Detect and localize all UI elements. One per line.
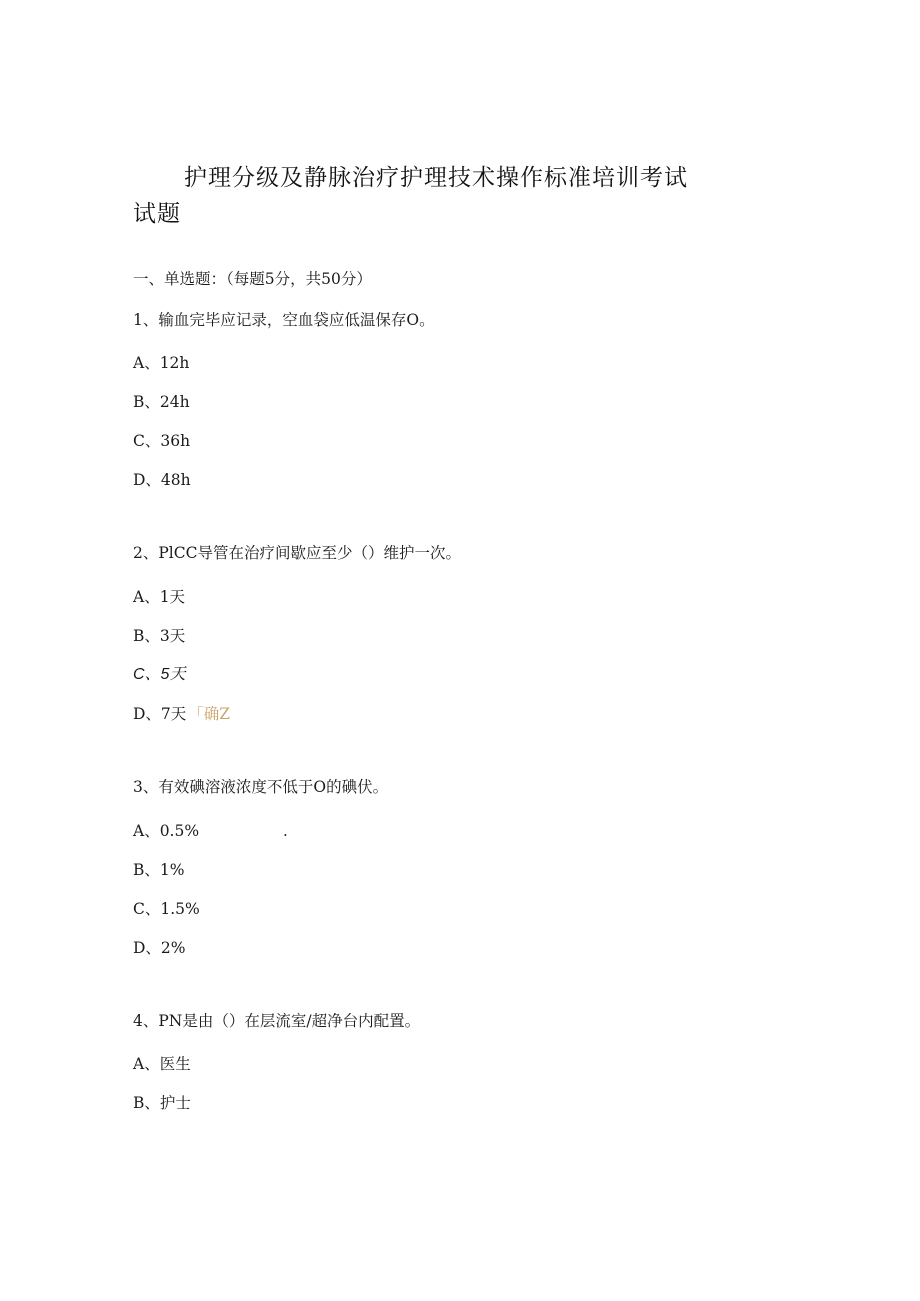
question-2-option-d: D、7天	[133, 705, 187, 723]
question-2-option-a: A、1天	[133, 588, 186, 606]
question-1-option-d: D、48h	[133, 471, 191, 489]
document-title: 护理分级及静脉治疗护理技术操作标准培训考试试题	[133, 165, 688, 227]
question-1-stem: 1、输血完毕应记录，空血袋应低温保存O。	[133, 311, 435, 329]
section-heading: 一、单选题：（每题5分，共50分）	[133, 270, 372, 288]
question-2-option-b: B、3天	[133, 627, 186, 645]
question-1-option-b: B、24h	[133, 393, 190, 411]
answer-mark: 「确Z	[188, 705, 231, 723]
question-4-option-b: B、护士	[133, 1094, 191, 1112]
question-1-option-c: C、36h	[133, 432, 191, 450]
question-3-option-d: D、2%	[133, 939, 186, 957]
question-2-stem: 2、PlCC导管在治疗间歇应至少（）维护一次。	[133, 544, 461, 562]
stray-mark: .	[283, 822, 288, 840]
question-3-option-b: B、1%	[133, 861, 185, 879]
question-2-option-d-row	[133, 704, 230, 724]
question-3-option-c: C、1.5%	[133, 900, 200, 918]
question-4-option-a: A、医生	[133, 1055, 191, 1073]
question-2-option-c: C、5天	[133, 666, 186, 683]
question-3-option-a: A、0.5%	[133, 822, 200, 840]
question-3-stem: 3、有效碘溶液浓度不低于O的碘伏。	[133, 778, 389, 796]
question-4-stem: 4、PN是由（）在层流室/超净台内配置。	[133, 1012, 421, 1030]
question-1-option-a: A、12h	[133, 354, 190, 372]
